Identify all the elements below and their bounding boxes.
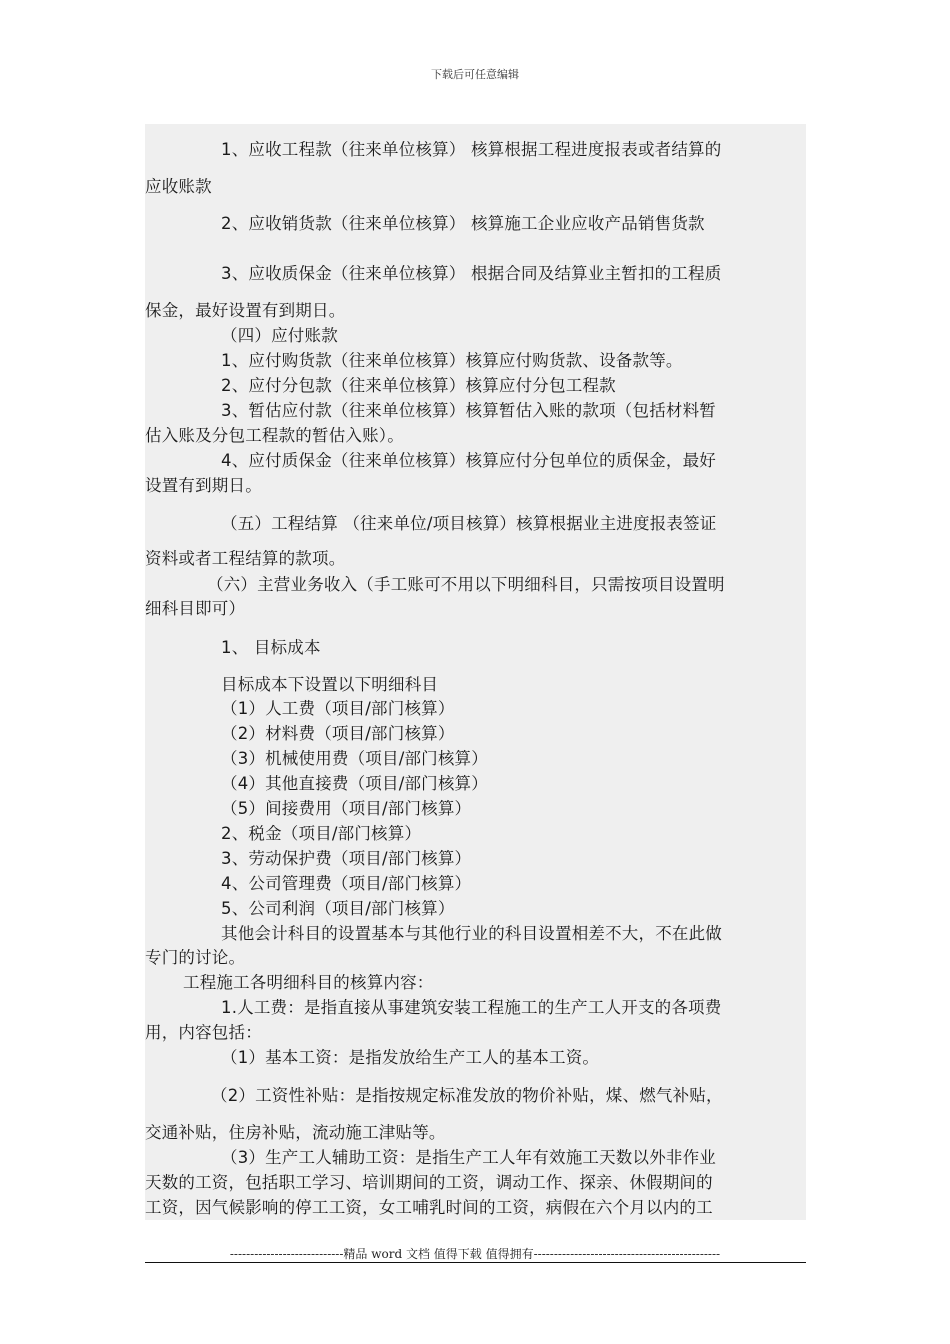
text-line: （2）工资性补贴：是指按规定标准发放的物价补贴，煤、燃气补贴， <box>211 1086 723 1105</box>
text-line: 资料或者工程结算的款项。 <box>145 549 346 568</box>
text-line: 2、税金（项目/部门核算） <box>221 824 422 843</box>
text-line: 3、应收质保金（往来单位核算） 根据合同及结算业主暂扣的工程质 <box>221 264 722 283</box>
text-line: （1）基本工资：是指发放给生产工人的基本工资。 <box>221 1048 600 1067</box>
section-heading: （四）应付账款 <box>221 326 338 345</box>
text-line: 保金，最好设置有到期日。 <box>145 301 346 320</box>
text-line: （3）生产工人辅助工资：是指生产工人年有效施工天数以外非作业 <box>221 1148 716 1167</box>
document-body <box>145 124 806 1220</box>
text-line: 4、公司管理费（项目/部门核算） <box>221 874 472 893</box>
section-heading: （五）工程结算 （往来单位/项目核算）核算根据业主进度报表签证 <box>221 514 717 533</box>
text-line: 专门的讨论。 <box>145 948 246 967</box>
text-line: 1、 目标成本 <box>221 638 321 657</box>
text-line: （3）机械使用费（项目/部门核算） <box>221 749 488 768</box>
text-line: 应收账款 <box>145 177 212 196</box>
text-line: （2）材料费（项目/部门核算） <box>221 724 455 743</box>
text-line: （5）间接费用（项目/部门核算） <box>221 799 472 818</box>
text-line: 工资，因气候影响的停工工资，女工哺乳时间的工资，病假在六个月以内的工 <box>145 1198 713 1217</box>
page-footer: ----------------------------精品 word 文档 值得下载 值得拥有---------------------------------------------- <box>229 1247 721 1261</box>
section-heading: （六）主营业务收入（手工账可不用以下明细科目，只需按项目设置明 <box>207 575 725 594</box>
text-line: （4）其他直接费（项目/部门核算） <box>221 774 488 793</box>
text-line: 1.人工费：是指直接从事建筑安装工程施工的生产工人开支的各项费 <box>221 998 722 1017</box>
text-line: 2、应付分包款（往来单位核算）核算应付分包工程款 <box>221 376 616 395</box>
text-line: 5、公司利润（项目/部门核算） <box>221 899 455 918</box>
text-line: 交通补贴，住房补贴，流动施工津贴等。 <box>145 1123 446 1142</box>
footer-divider <box>145 1262 806 1263</box>
text-line: 3、劳动保护费（项目/部门核算） <box>221 849 472 868</box>
text-line: 设置有到期日。 <box>145 476 262 495</box>
text-line: 4、应付质保金（往来单位核算）核算应付分包单位的质保金，最好 <box>221 451 716 470</box>
text-line: 天数的工资，包括职工学习、培训期间的工资，调动工作、探亲、休假期间的 <box>145 1173 713 1192</box>
text-line: 3、暂估应付款（往来单位核算）核算暂估入账的款项（包括材料暂 <box>221 401 716 420</box>
text-line: 1、应付购货款（往来单位核算）核算应付购货款、设备款等。 <box>221 351 683 370</box>
page-header: 下载后可任意编辑 <box>431 68 519 81</box>
text-line: 目标成本下设置以下明细科目 <box>221 675 439 694</box>
text-line: 1、应收工程款（往来单位核算） 核算根据工程进度报表或者结算的 <box>221 140 722 159</box>
text-line: 工程施工各明细科目的核算内容： <box>183 973 434 992</box>
text-line: 2、应收销货款（往来单位核算） 核算施工企业应收产品销售货款 <box>221 214 705 233</box>
text-line: 估入账及分包工程款的暂估入账）。 <box>145 426 404 445</box>
text-line: （1）人工费（项目/部门核算） <box>221 699 455 718</box>
text-line: 其他会计科目的设置基本与其他行业的科目设置相差不大，不在此做 <box>221 924 722 943</box>
text-line: 用，内容包括： <box>145 1023 262 1042</box>
text-line: 细科目即可） <box>145 599 246 618</box>
